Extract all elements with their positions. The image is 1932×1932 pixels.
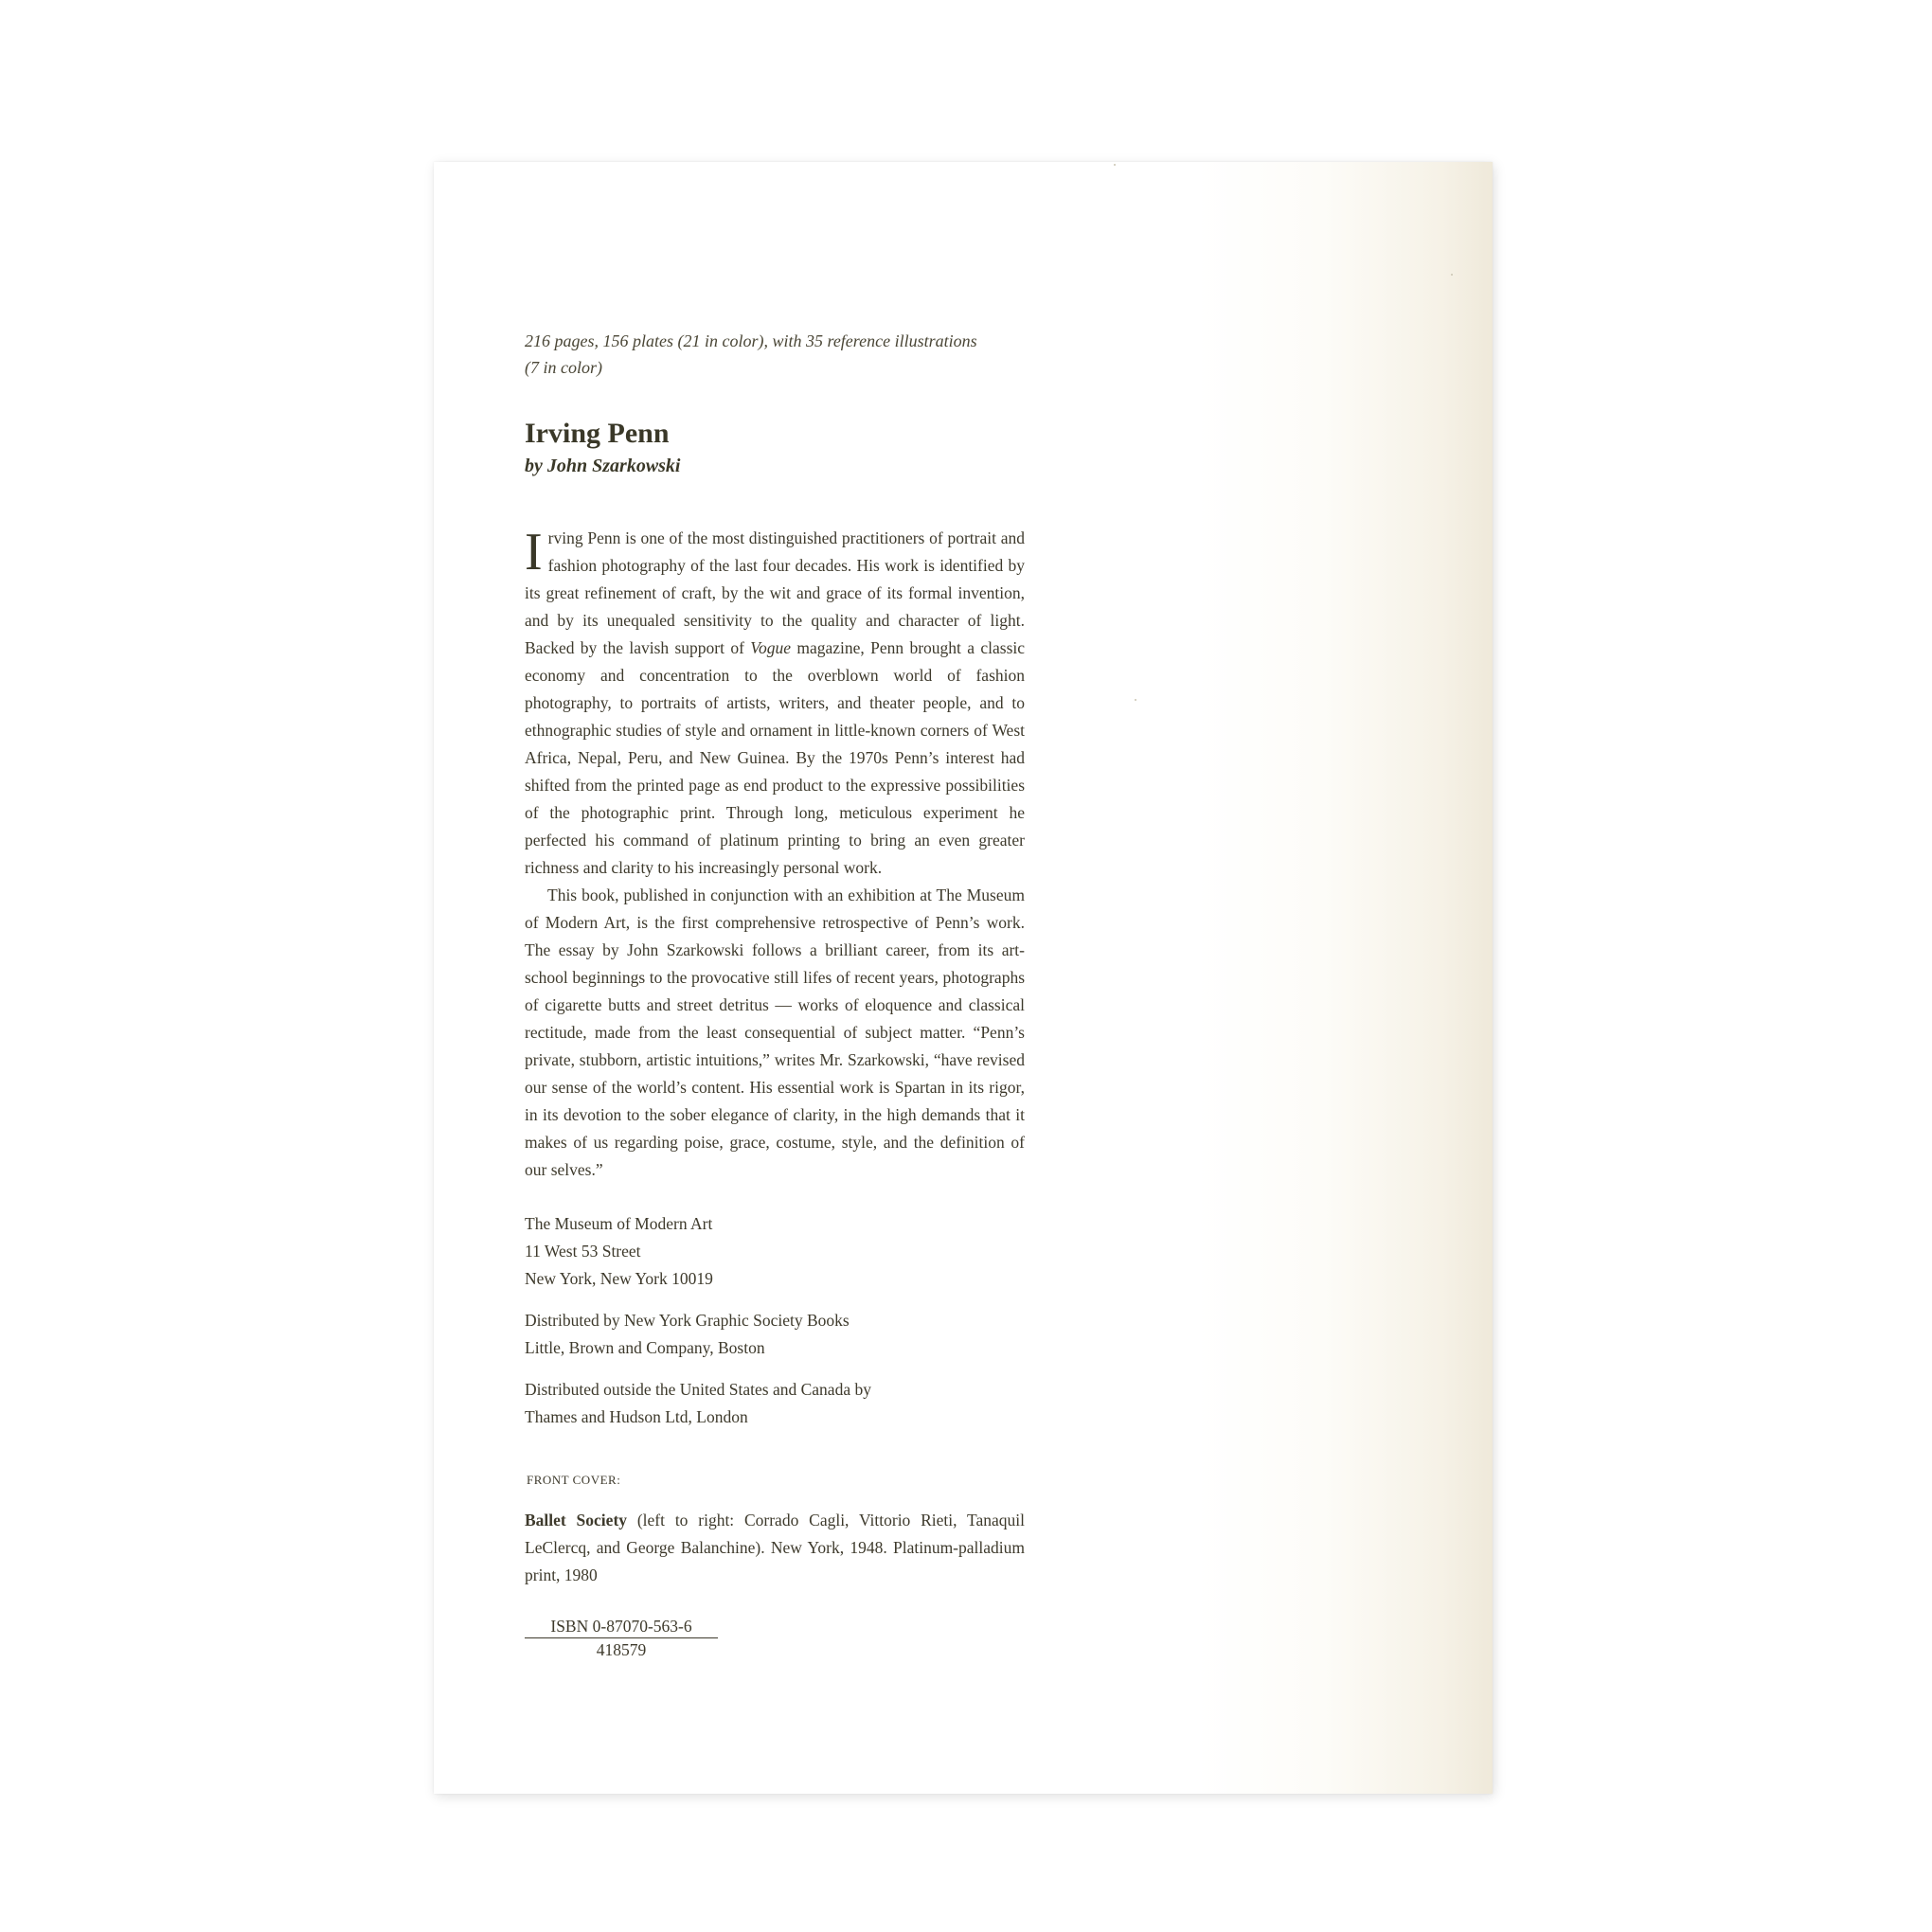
page-count-line-1: 216 pages, 156 plates (21 in color), with 35 reference illustrations xyxy=(525,331,977,350)
book-back-cover xyxy=(434,162,1493,1794)
distributor-line-1: Distributed by New York Graphic Society Books xyxy=(525,1311,850,1330)
publisher-street: 11 West 53 Street xyxy=(525,1242,641,1261)
book-title: Irving Penn xyxy=(525,418,670,449)
front-cover-label: FRONT COVER: xyxy=(527,1473,621,1487)
description-paragraph-2: This book, published in conjunction with an exhibition at The Museum of Modern Art, is the first comprehensive retrospective of Penn’s work. The essay by John Szarkowski follows a brilliant career, from its art-school beginnings to the provocative still lifes of recent years, photographs of cigarette butts and street detritus — works of eloquence and classical rectitude, made from the least consequential of subject matter. “Penn’s private, stubborn, artistic intuitions,” writes Mr. Szarkowski, “have revised our sense of the world’s content. His essential work is Spartan in its rigor, in its devotion to the sober elegance of clarity, in the high demands that it makes of us regarding poise, grace, costume, style, and the definition of our selves.” xyxy=(525,886,1025,1179)
intl-distributor-line-2: Thames and Hudson Ltd, London xyxy=(525,1407,748,1426)
cover-text xyxy=(525,328,1025,1660)
paper-speck xyxy=(1451,274,1453,276)
description-p1-text-a: portrait and fashion photography of the last four decades. His work is identified by its great refinement of craft, by the wit and grace of its formal invention, and by its unequaled sensitivity to the quality and character of light. Backed by the lavish support of xyxy=(525,528,1025,657)
stock-code: 418579 xyxy=(596,1640,647,1659)
distributor-line-2: Little, Brown and Company, Boston xyxy=(525,1338,765,1357)
caption-text: (left to right: Corrado Cagli, Vittorio Rieti, Tanaquil LeClercq, and George Balanchine). New York, 1948. Platinum-palladium print, 1980 xyxy=(525,1511,1026,1584)
book-author: by John Szarkowski xyxy=(525,456,681,476)
front-cover-caption xyxy=(525,1507,1025,1589)
page-count-line-2: (7 in color) xyxy=(525,358,602,377)
publisher-city: New York, New York 10019 xyxy=(525,1269,713,1288)
description-p1-text-b: magazine, Penn brought a classic economy and concentration to the overblown world of fashion photography, to portraits of artists, writers, and theater people, and to ethnographic studies of style and ornament in little-known corners of West Africa, Nepal, Peru, and New Guinea. By the 1970s Penn’s interest had shifted from the printed page as end product to the expressive possibilities of the photographic print. Through long, meticulous experiment he perfected his command of platinum printing to bring an even greater richness and clarity to his increasingly personal work. xyxy=(525,638,1026,877)
caption-title: Ballet Society xyxy=(525,1511,628,1530)
paper-speck xyxy=(1135,699,1136,701)
publisher-address xyxy=(525,1210,1025,1293)
publisher-name: The Museum of Modern Art xyxy=(525,1214,713,1233)
isbn-number: ISBN 0-87070-563-6 xyxy=(525,1616,718,1638)
isbn-block xyxy=(525,1616,718,1660)
vogue-title: Vogue xyxy=(750,638,792,657)
distribution-us xyxy=(525,1307,1025,1362)
description-p1-line1: rving Penn is one of the most distinguished practitioners of xyxy=(547,528,943,547)
drop-cap: I xyxy=(525,523,543,581)
paper-speck xyxy=(1114,164,1116,166)
intl-distributor-line-1: Distributed outside the United States and Canada by xyxy=(525,1380,871,1399)
description-paragraph-1 xyxy=(525,525,1025,882)
distribution-international xyxy=(525,1376,1025,1431)
